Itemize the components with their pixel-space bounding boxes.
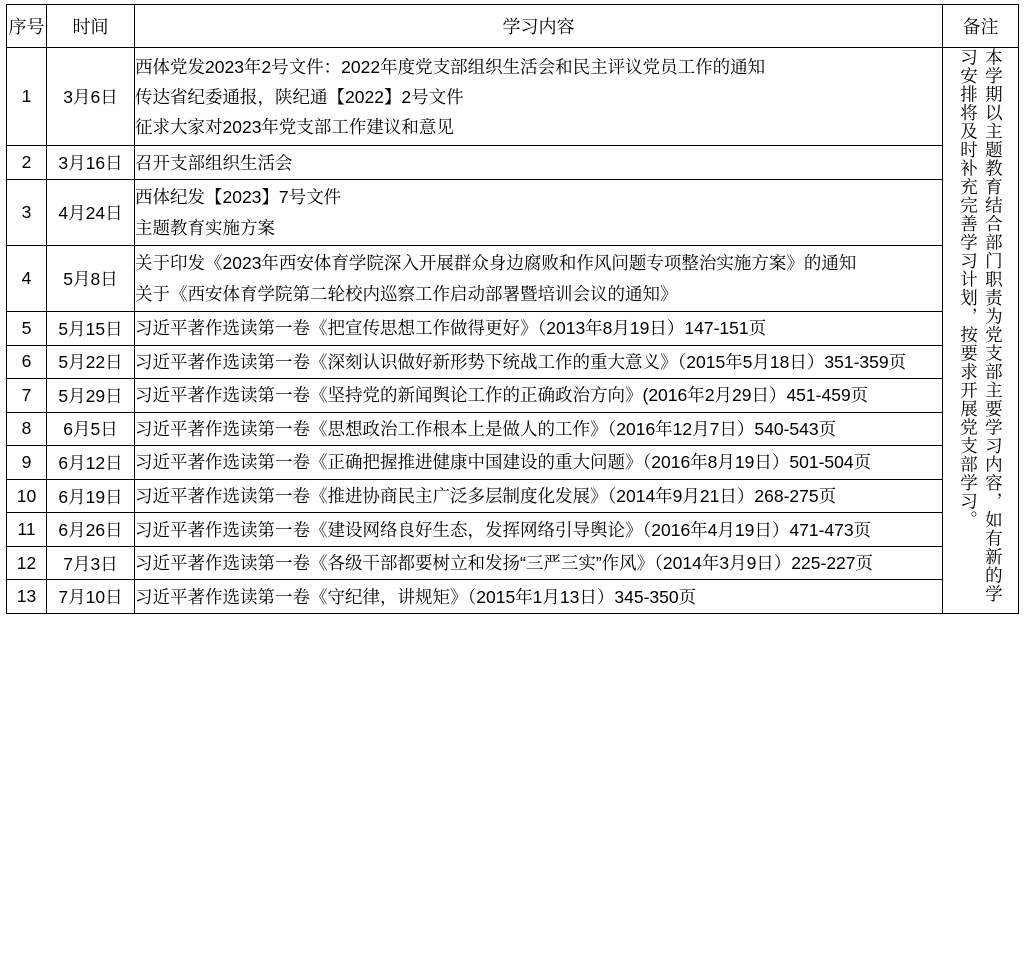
table-row	[7, 246, 1019, 312]
cell-time: 6月12日	[47, 446, 135, 480]
cell-seq: 5	[7, 312, 47, 346]
content-line: 习近平著作选读第一卷《守纪律，讲规矩》（2015年1月13日）345-350页	[135, 586, 697, 607]
cell-seq: 11	[7, 513, 47, 547]
cell-seq: 8	[7, 412, 47, 446]
cell-time: 6月19日	[47, 479, 135, 513]
cell-seq: 13	[7, 580, 47, 614]
table-row	[7, 345, 1019, 379]
table-row	[7, 546, 1019, 580]
content-line: 西体纪发【2023】7号文件	[135, 187, 342, 208]
cell-time: 7月10日	[47, 580, 135, 614]
content-line: 习近平著作选读第一卷《推进协商民主广泛多层制度化发展》（2014年9月21日）268-275页	[135, 486, 837, 507]
column-header-seq: 序号	[7, 5, 47, 48]
cell-seq: 3	[7, 180, 47, 246]
cell-content	[135, 312, 943, 346]
cell-remark	[943, 48, 1019, 614]
table-row	[7, 379, 1019, 413]
cell-content	[135, 48, 943, 146]
table-row	[7, 580, 1019, 614]
cell-time: 5月22日	[47, 345, 135, 379]
column-header-time: 时间	[47, 5, 135, 48]
cell-content	[135, 379, 943, 413]
table-row	[7, 48, 1019, 146]
table-row	[7, 479, 1019, 513]
cell-time: 3月6日	[47, 48, 135, 146]
study-plan-table	[6, 4, 1019, 614]
cell-content	[135, 546, 943, 580]
column-header-content: 学习内容	[135, 5, 943, 48]
cell-time: 3月16日	[47, 146, 135, 180]
table-header-row	[7, 5, 1019, 48]
cell-content	[135, 345, 943, 379]
cell-time: 6月26日	[47, 513, 135, 547]
cell-seq: 12	[7, 546, 47, 580]
cell-time: 7月3日	[47, 546, 135, 580]
cell-seq: 10	[7, 479, 47, 513]
cell-seq: 7	[7, 379, 47, 413]
table-row	[7, 412, 1019, 446]
content-line: 召开支部组织生活会	[135, 152, 293, 173]
cell-content	[135, 180, 943, 246]
table-row	[7, 180, 1019, 246]
column-header-remark: 备注	[943, 5, 1019, 48]
table-row	[7, 312, 1019, 346]
content-line: 习近平著作选读第一卷《正确把握推进健康中国建设的重大问题》（2016年8月19日）501-504页	[135, 452, 872, 473]
cell-time: 5月29日	[47, 379, 135, 413]
content-line: 传达省纪委通报，陕纪通【2022】2号文件	[135, 86, 464, 107]
cell-time: 5月8日	[47, 246, 135, 312]
content-line: 主题教育实施方案	[135, 217, 275, 238]
content-line: 习近平著作选读第一卷《思想政治工作根本上是做人的工作》（2016年12月7日）540-543页	[135, 418, 837, 439]
content-line: 西体党发2023年2号文件：2022年度党支部组织生活会和民主评议党员工作的通知	[135, 56, 766, 77]
cell-content	[135, 479, 943, 513]
content-line: 习近平著作选读第一卷《把宣传思想工作做得更好》（2013年8月19日）147-151页	[135, 318, 767, 339]
cell-time: 4月24日	[47, 180, 135, 246]
remark-text: 本学期以主题教育结合部门职责为党支部主要学习内容，如有新的学习安排将及时补充完善学习计划，按要求开展党支部学习。	[958, 48, 1004, 603]
table-row	[7, 146, 1019, 180]
table-body	[7, 48, 1019, 614]
content-line: 关于《西安体育学院第二轮校内巡察工作启动部署暨培训会议的通知》	[135, 283, 678, 304]
table-row	[7, 513, 1019, 547]
content-line: 习近平著作选读第一卷《建设网络良好生态，发挥网络引导舆论》（2016年4月19日）471-473页	[135, 519, 872, 540]
cell-content	[135, 246, 943, 312]
cell-seq: 6	[7, 345, 47, 379]
table-header	[7, 5, 1019, 48]
content-line: 习近平著作选读第一卷《坚持党的新闻舆论工作的正确政治方向》(2016年2月29日）451-459页	[135, 385, 869, 406]
content-line: 习近平著作选读第一卷《各级干部都要树立和发扬“三严三实”作风》（2014年3月9日）225-227页	[135, 553, 874, 574]
cell-content	[135, 412, 943, 446]
cell-content	[135, 446, 943, 480]
cell-seq: 2	[7, 146, 47, 180]
cell-content	[135, 146, 943, 180]
content-line: 征求大家对2023年党支部工作建议和意见	[135, 116, 454, 137]
content-line: 关于印发《2023年西安体育学院深入开展群众身边腐败和作风问题专项整治实施方案》的通知	[135, 253, 857, 274]
cell-seq: 9	[7, 446, 47, 480]
content-line: 习近平著作选读第一卷《深刻认识做好新形势下统战工作的重大意义》（2015年5月18日）351-359页	[135, 351, 907, 372]
cell-seq: 1	[7, 48, 47, 146]
cell-content	[135, 580, 943, 614]
cell-time: 6月5日	[47, 412, 135, 446]
cell-seq: 4	[7, 246, 47, 312]
table-row	[7, 446, 1019, 480]
cell-content	[135, 513, 943, 547]
cell-time: 5月15日	[47, 312, 135, 346]
